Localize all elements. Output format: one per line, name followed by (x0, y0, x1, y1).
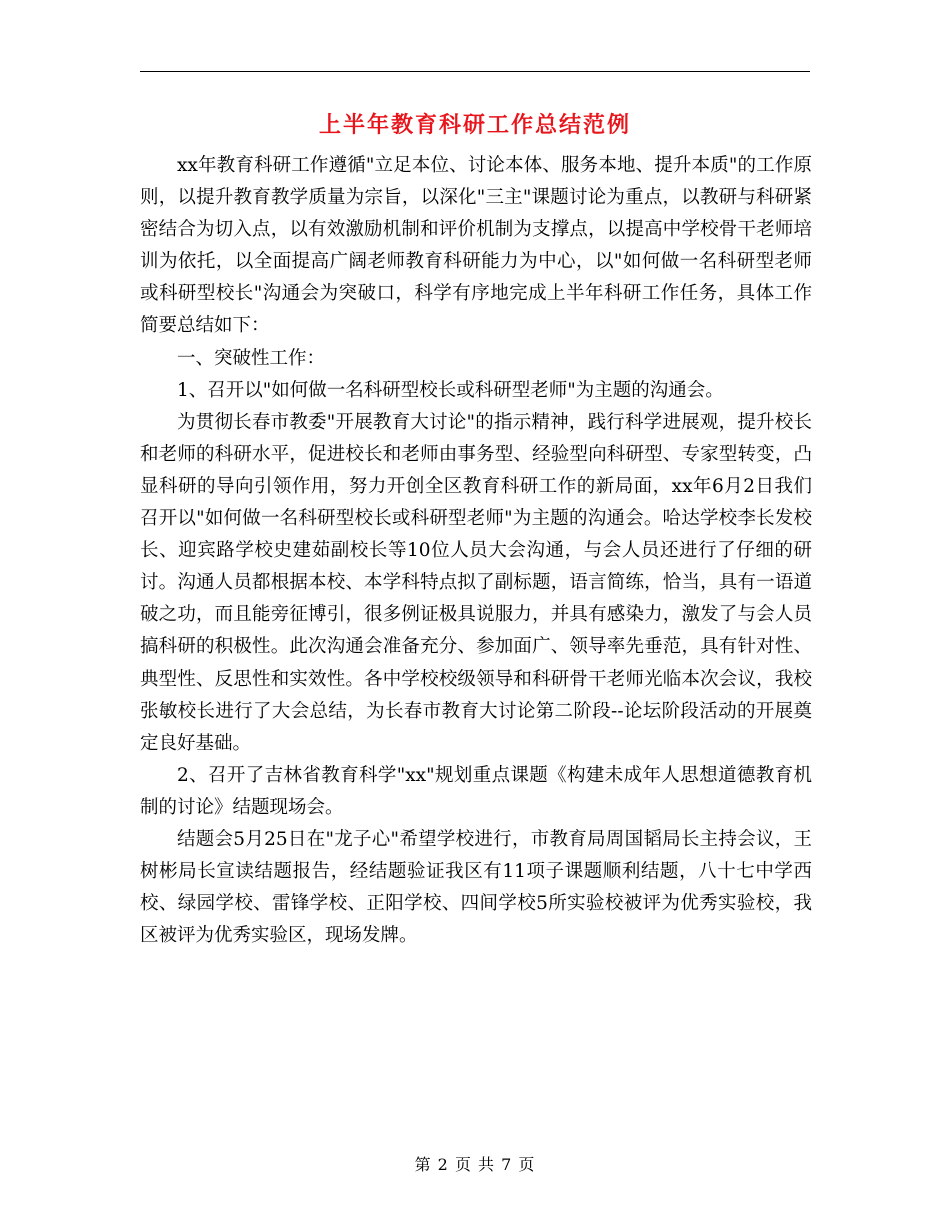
header-rule (140, 71, 810, 72)
section-heading-breakthrough: 一、突破性工作： (177, 347, 326, 369)
document-body (140, 150, 812, 952)
intro-paragraph: xx年教育科研工作遵循"立足本位、讨论本体、服务本地、提升本质"的工作原则，以提升教育教学质量为宗旨，以深化"三主"课题讨论为重点，以教研与科研紧密结合为切入点，以有效激励机制和评价机制为支撑点，以提高中学校骨干老师培训为依托，以全面提高广阔老师教育科研能力为中心，以"如何做一名科研型老师或科研型校长"沟通会为突破口，科学有序地完成上半年科研工作任务，具体工作简要总结如下： (140, 155, 812, 337)
item-1-paragraph: 为贯彻长春市教委"开展教育大讨论"的指示精神，践行科学进展观，提升校长和老师的科研水平，促进校长和老师由事务型、经验型向科研型、专家型转变，凸显科研的导向引领作用，努力开创全区教育科研工作的新局面，xx年6月2日我们召开以"如何做一名科研型校长或科研型老师"为主题的沟通会。哈达学校李长发校长、迎宾路学校史建茹副校长等10位人员大会沟通，与会人员还进行了仔细的研讨。沟通人员都根据本校、本学科特点拟了副标题，语言简练，恰当，具有一语道破之功，而且能旁征博引，很多例证极具说服力，并具有感染力，激发了与会人员搞科研的积极性。此次沟通会准备充分、参加面广、领导率先垂范，具有针对性、典型性、反思性和实效性。各中学校校级领导和科研骨干老师光临本次会议，我校张敏校长进行了大会总结，为长春市教育大讨论第二阶段--论坛阶段活动的开展奠定良好基础。 (140, 411, 812, 754)
document-title: 上半年教育科研工作总结范例 (318, 112, 631, 138)
item-2-heading: 2、召开了吉林省教育科学"xx"规划重点课题《构建未成年人思想道德教育机制的讨论》结题现场会。 (140, 764, 812, 818)
item-1-heading: 1、召开以"如何做一名科研型校长或科研型老师"为主题的沟通会。 (177, 379, 724, 401)
item-2-paragraph: 结题会5月25日在"龙子心"希望学校进行，市教育局周国韬局长主持会议，王树彬局长宣读结题报告，经结题验证我区有11项子课题顺利结题，八十七中学西校、绿园学校、雷锋学校、正阳学校、四间学校5所实验校被评为优秀实验校，我区被评为优秀实验区，现场发牌。 (140, 828, 812, 947)
page-number: 第 2 页 共 7 页 (414, 1155, 536, 1174)
